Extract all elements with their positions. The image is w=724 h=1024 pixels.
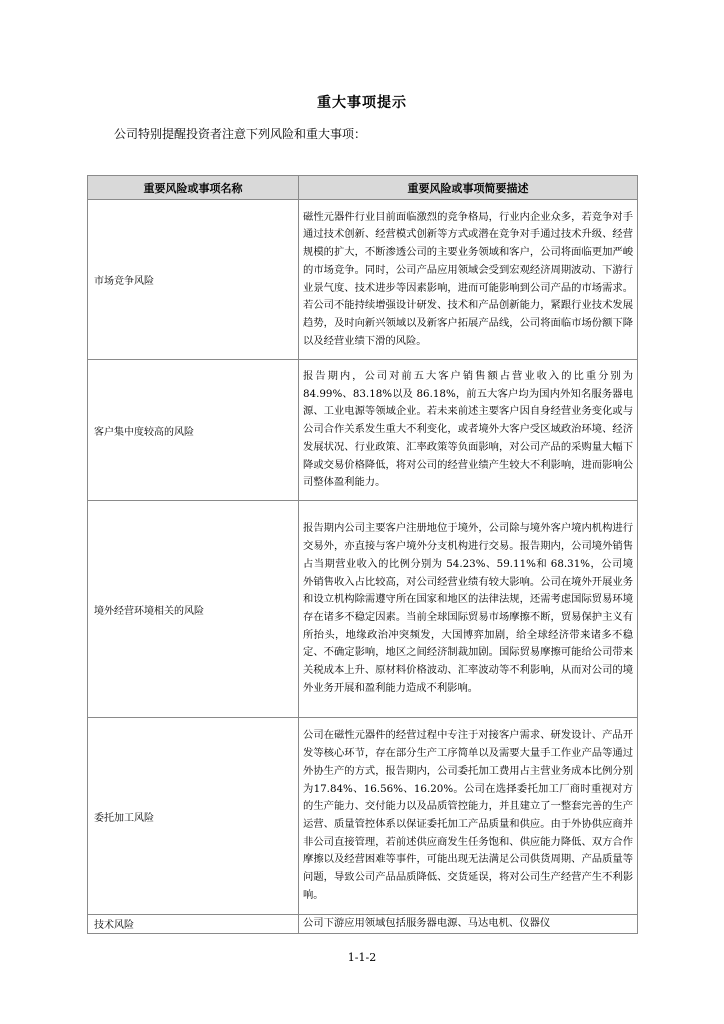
risk-description: 公司下游应用领域包括服务器电源、马达电机、仪器仪 (299, 915, 638, 934)
risk-description: 报告期内公司主要客户注册地位于境外，公司除与境外客户境内机构进行交易外，亦直接与客户境外分支机构进行交易。报告期内，公司境外销售占当期营业收入的比例分别为 54.23%、59.11%和 68.31%，公司境外销售收入占比较高，对公司经营业绩有较大影响。公司在境外开展业务和设立机构除需遵守所在国家和地区的法律法规，还需考虑国际贸易环境存在诸多不稳定因素。当前全球国际贸易市场摩擦不断，贸易保护主义有所抬头，地缘政治冲突频发，大国博弈加剧，给全球经济带来诸多不稳定、不确定影响，地区之间经济制裁加剧。国际贸易摩擦可能给公司带来关税成本上升、原材料价格波动、汇率波动等不利影响，从而对公司的境外业务开展和盈利能力造成不利影响。 (299, 501, 638, 718)
table-header-row (88, 176, 638, 200)
table-row (88, 360, 638, 501)
table-row (88, 915, 638, 934)
table-row (88, 501, 638, 718)
table-row (88, 200, 638, 360)
risk-description: 报告期内，公司对前五大客户销售额占营业收入的比重分别为 84.99%、83.18%以及 86.18%，前五大客户均为国内外知名服务器电源、工业电源等领域企业。若未来前述主要客户因自身经营业务变化或与公司合作关系发生重大不利变化，或者境外大客户受区域政治环境、经济发展状况、行业政策、汇率政策等负面影响，对公司产品的采购量大幅下降或交易价格降低，将对公司的经营业绩产生较大不利影响，进而影响公司整体盈利能力。 (299, 360, 638, 501)
risk-description: 磁性元器件行业目前面临激烈的竞争格局，行业内企业众多，若竞争对手通过技术创新、经营模式创新等方式或潜在竞争对手通过技术升级、经营规模的扩大，不断渗透公司的主要业务领域和客户，公司将面临更加严峻的市场竞争。同时，公司产品应用领域会受到宏观经济周期波动、下游行业景气度、技术进步等因素影响，进而可能影响到公司产品的市场需求。若公司不能持续增强设计研发、技术和产品创新能力，紧跟行业技术发展趋势，及时向新兴领域以及新客户拓展产品线，公司将面临市场份额下降以及经营业绩下滑的风险。 (299, 200, 638, 360)
risk-name: 技术风险 (88, 915, 299, 934)
intro-text: 公司特别提醒投资者注意下列风险和重大事项： (114, 127, 367, 141)
page-number: 1-1-2 (347, 951, 377, 964)
risk-name: 委托加工风险 (88, 718, 299, 915)
page-title: 重大事项提示 (317, 95, 407, 111)
column-header-desc: 重要风险或事项简要描述 (299, 176, 638, 200)
risk-name: 客户集中度较高的风险 (88, 360, 299, 501)
risk-table (87, 175, 638, 934)
column-header-name: 重要风险或事项名称 (88, 176, 299, 200)
risk-description: 公司在磁性元器件的经营过程中专注于对接客户需求、研发设计、产品开发等核心环节，存在部分生产工序简单以及需要大量手工作业产品等通过外协生产的方式，报告期内，公司委托加工费用占主营业务成本比例分别为17.84%、16.56%、16.20%。公司在选择委托加工厂商时重视对方的生产能力、交付能力以及品质管控能力，并且建立了一整套完善的生产运营、质量管控体系以保证委托加工产品质量和供应。由于外协供应商并非公司直接管理，若前述供应商发生任务饱和、供应能力降低、双方合作摩擦以及经营困难等事件，可能出现无法满足公司供货周期、产品质量等问题，导致公司产品品质降低、交货延误，将对公司生产经营产生不利影响。 (299, 718, 638, 915)
risk-name: 市场竞争风险 (88, 200, 299, 360)
table-row (88, 718, 638, 915)
risk-name: 境外经营环境相关的风险 (88, 501, 299, 718)
